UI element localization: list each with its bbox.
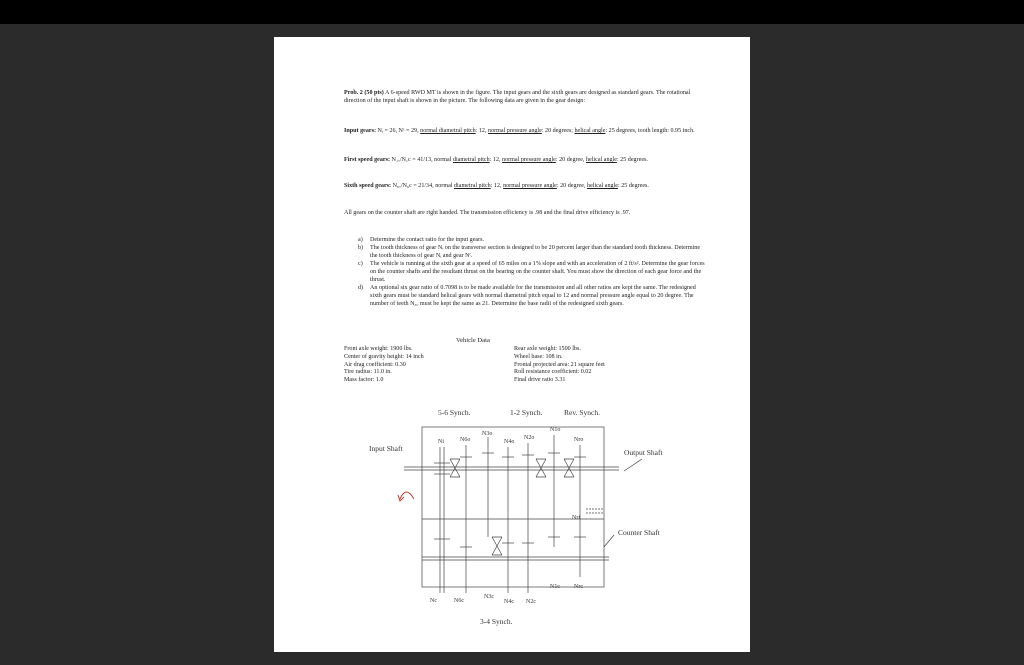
vehicle-data-item: Wheel base: 108 in. [514,353,563,360]
vehicle-data-item: Final drive ratio 3.31 [514,377,566,384]
input-ndp: normal diametral pitch [420,128,476,134]
gear-label-nc: Nc [430,598,437,604]
question-marker: b) [358,245,364,251]
first-npa-val: : 20 degree, [555,157,586,163]
sixth-rest: : 25 degrees. [617,183,649,189]
output-leader [624,459,642,471]
vehicle-data-item: Mass factor: 1.0 [344,377,384,384]
question-item [358,284,708,308]
synch-34-symbol [492,537,502,555]
question-text: An optional six gear ratio of 0.7098 is to be made available for the transmission and all other ratios are kept the same. The redesigned sixth gears must be standard helical gears with normal diametral pitch equal to 12 and normal pressure angle equal to 20 degree. The number of teeth N₆ₒ must be kept the same as 21. Determine the base radii of the redesigned sixth gears. [370,285,696,307]
input-npa: normal pressure angle [488,128,542,134]
question-text: The tooth thickness of gear Nᵢ on the transverse section is designed to be 20 percent larger than the standard tooth thickness. Determine the tooth thickness of gear Nᵢ and gear Nᶜ. [370,245,701,259]
vehicle-data-item: Roll resistance coefficient: 0.02 [514,369,592,376]
sixth-speed-paragraph [344,182,708,190]
output-shaft-label: Output Shaft [624,448,663,457]
gear-label-n3c: N3c [484,594,494,600]
synch-12-symbol [536,459,546,477]
question-marker: d) [358,285,364,291]
question-text: The vehicle is running at the sixth gear at a speed of 65 miles on a 1% slope and with an acceleration of 2 ft/s². Determine the gear forces on the counter shafts and the resultant thrust on the bearing on the counter shaft. You must show the direction of each gear force and the thrust. [370,261,705,283]
document-page [274,37,750,652]
vehicle-data-item: Center of gravity height: 14 inch [344,353,424,360]
synch-56-label: 5-6 Synch. [438,408,471,417]
input-gears-paragraph [344,127,708,135]
diagram-drawing [404,427,642,593]
vehicle-data-item: Front axle weight: 1900 lbs. [344,346,413,352]
vehicle-data-left [344,346,424,385]
vehicle-data-item: Frontal projected area: 21 square feet [514,361,605,368]
vehicle-data-title: Vehicle Data [456,337,490,344]
first-npa: normal pressure angle [502,157,556,163]
counter-shaft-label: Counter Shaft [618,528,660,537]
problem-header: Prob. 2 (50 pts) [344,90,384,96]
sixth-npa: normal pressure angle [503,183,557,189]
gear-label-n6c: N6c [454,598,464,604]
sixth-npa-val: : 20 degree, [556,183,588,189]
synch-34-label: 3-4 Synch. [480,617,513,626]
gear-label-n1o: N1o [550,427,561,433]
gear-label-n3o: N3o [482,431,493,437]
problem-intro [344,89,708,105]
question-item [358,236,708,244]
gear-label-n4c: N4c [504,599,514,605]
housing-outline [422,427,604,587]
gear-label-n4o: N4o [504,439,515,445]
problem-intro-text: A 6-speed RWD MT is shown in the figure. The input gears and the sixth gears are designed as standard gears. The rotational direction of the input shaft is shown in the picture. The following data are given in the gear design: [344,90,691,104]
rotation-arrow-icon [400,492,414,499]
gear-label-n2o: N2o [524,435,535,441]
input-rest: : 25 degrees, tooth length: 0.95 inch. [605,128,695,134]
question-text: Determine the contact ratio for the input gears. [370,237,485,243]
question-item [358,244,708,260]
input-npa-val: : 20 degrees; [541,128,575,134]
first-dp-val: : 12, [489,157,503,163]
question-marker: a) [358,237,363,243]
input-gears-teeth: Nᵢ = 26, Nᶜ = 29, [376,128,421,134]
synch-rev-label: Rev. Synch. [564,408,600,417]
synch-56-symbol [450,459,460,477]
first-rest: : 25 degrees. [616,157,648,163]
sixth-helix: helical angle [587,183,618,189]
efficiency-paragraph: All gears on the counter shaft are right handed. The transmission efficiency is .98 and the final drive efficiency is .97. [344,210,631,216]
synch-12-label: 1-2 Synch. [510,408,543,417]
gear-label-nro: Nro [574,437,584,443]
sixth-speed-label: Sixth speed gears: [344,183,392,189]
sixth-ratio: N₆ₒ/N₆c = 21/34, normal [391,183,454,189]
first-helix: helical angle [585,157,617,163]
synch-rev-symbol [564,459,574,477]
transmission-diagram [274,397,750,637]
first-dp: diametral pitch [452,157,490,163]
question-list [358,236,708,308]
question-item [358,260,708,284]
input-gears-label: Input gears: [344,128,376,134]
top-bar [0,0,1024,24]
first-speed-label: First speed gears: [344,157,391,163]
input-helix: helical angle [574,128,606,134]
sixth-dp-val: : 12, [490,183,504,189]
gear-label-n1c: N1c [550,584,560,590]
vehicle-data-item: Rear axle weight: 1500 lbs. [514,346,581,352]
input-ndp-val: : 12, [475,128,489,134]
sixth-dp: diametral pitch [454,183,491,189]
first-ratio: N₁ₒ/N₁c = 41/13, normal [390,157,453,163]
gear-label-nrc: Nrc [574,584,583,590]
vehicle-data-right [514,346,605,385]
vehicle-data-item: Tire radius: 11.0 in. [344,369,392,376]
vehicle-data-item: Air drag coefficient: 0.30 [344,361,406,368]
first-speed-paragraph [344,156,708,164]
gear-label-nri: Nri [572,515,580,521]
input-shaft-label: Input Shaft [369,444,403,453]
gear-label-n6o: N6o [460,437,471,443]
gear-label-ni: Ni [438,439,444,445]
question-marker: c) [358,261,363,267]
gear-label-n2c: N2c [526,599,536,605]
counter-leader [604,535,614,547]
